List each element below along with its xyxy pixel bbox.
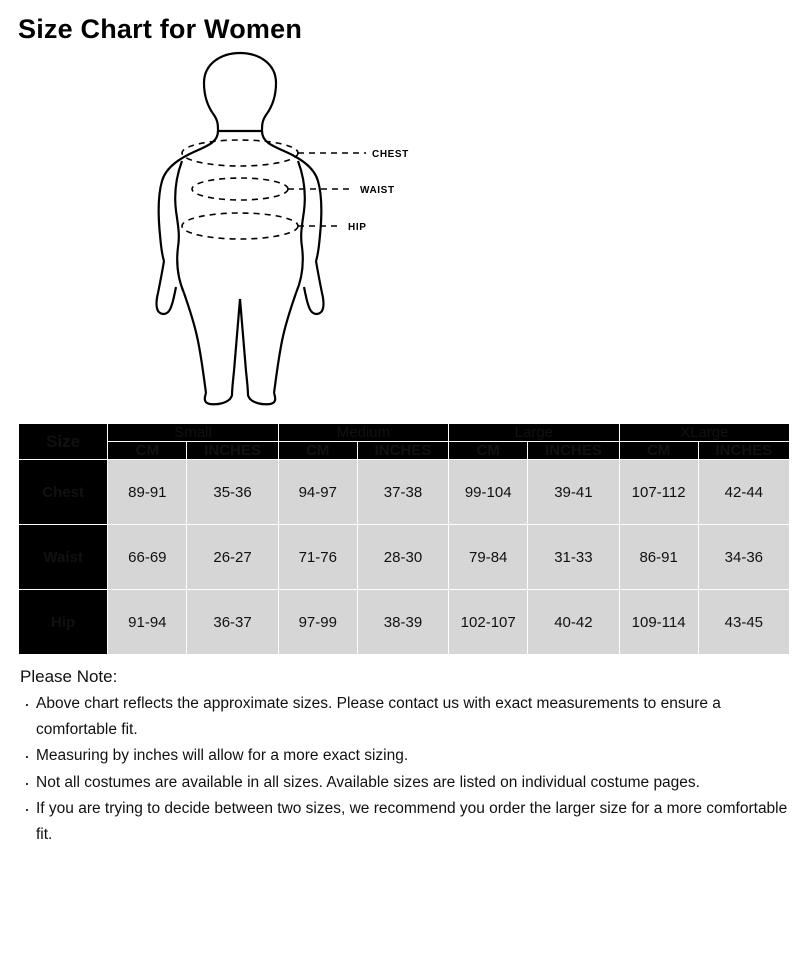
header-group-small: Small xyxy=(108,424,278,442)
cell-chest-medium-cm: 94-97 xyxy=(278,460,357,525)
cell-chest-medium-inches: 37-38 xyxy=(357,460,448,525)
row-label-waist: Waist xyxy=(19,525,108,590)
waist-ellipse xyxy=(192,178,288,200)
cell-waist-small-cm: 66-69 xyxy=(108,525,187,590)
cell-waist-xlarge-inches: 34-36 xyxy=(698,525,789,590)
right-forearm-hand xyxy=(304,261,324,314)
right-outer-leg xyxy=(274,293,296,393)
cell-chest-small-cm: 89-91 xyxy=(108,460,187,525)
cell-hip-xlarge-cm: 109-114 xyxy=(619,590,698,655)
header-unit-xlarge-cm: CM xyxy=(619,442,698,460)
right-shoulder-arm xyxy=(262,131,321,261)
row-label-chest: Chest xyxy=(19,460,108,525)
body-outline-svg xyxy=(144,49,664,409)
header-group-xlarge: XLarge xyxy=(619,424,789,442)
note-item: · Above chart reflects the approximate sizes. Please contact us with exact measurements to ensure a comfortable fit. xyxy=(22,691,790,742)
header-unit-small-cm: CM xyxy=(108,442,187,460)
right-foot xyxy=(248,393,275,404)
cell-waist-medium-inches: 28-30 xyxy=(357,525,448,590)
cell-hip-medium-inches: 38-39 xyxy=(357,590,448,655)
table-header-units xyxy=(19,442,790,460)
left-foot xyxy=(205,393,232,404)
inner-leg-line-left xyxy=(240,299,248,395)
chest-ellipse xyxy=(182,140,298,166)
header-group-large: Large xyxy=(449,424,619,442)
inner-leg-line-right xyxy=(232,299,240,395)
head-shape xyxy=(204,53,276,131)
left-shoulder-arm xyxy=(159,131,218,261)
cell-chest-large-cm: 99-104 xyxy=(449,460,528,525)
body-diagram xyxy=(18,49,790,417)
cell-waist-medium-cm: 71-76 xyxy=(278,525,357,590)
size-chart-page xyxy=(0,14,808,979)
notes-list xyxy=(18,691,790,847)
note-item: · Not all costumes are available in all sizes. Available sizes are listed on individual costume pages. xyxy=(22,770,790,796)
header-unit-large-cm: CM xyxy=(449,442,528,460)
cell-waist-large-inches: 31-33 xyxy=(528,525,619,590)
table-header-groups xyxy=(19,424,790,442)
cell-hip-large-inches: 40-42 xyxy=(528,590,619,655)
notes-heading: Please Note: xyxy=(20,667,118,686)
cell-hip-small-inches: 36-37 xyxy=(187,590,278,655)
waist-label: WAIST xyxy=(360,185,395,196)
hip-ellipse xyxy=(182,213,298,239)
cell-chest-xlarge-inches: 42-44 xyxy=(698,460,789,525)
cell-hip-medium-cm: 97-99 xyxy=(278,590,357,655)
header-unit-small-inches: INCHES xyxy=(187,442,278,460)
cell-chest-xlarge-cm: 107-112 xyxy=(619,460,698,525)
left-forearm-hand xyxy=(157,261,177,314)
left-outer-leg xyxy=(184,293,206,393)
cell-chest-small-inches: 35-36 xyxy=(187,460,278,525)
size-chart-table xyxy=(18,423,790,655)
header-size-corner: Size xyxy=(19,424,108,460)
cell-hip-small-cm: 91-94 xyxy=(108,590,187,655)
cell-hip-large-cm: 102-107 xyxy=(449,590,528,655)
chest-label: CHEST xyxy=(372,149,409,160)
row-label-hip: Hip xyxy=(19,590,108,655)
cell-waist-large-cm: 79-84 xyxy=(449,525,528,590)
header-unit-medium-cm: CM xyxy=(278,442,357,460)
page-title: Size Chart for Women xyxy=(18,14,303,44)
cell-chest-large-inches: 39-41 xyxy=(528,460,619,525)
hip-label: HIP xyxy=(348,222,367,233)
cell-waist-xlarge-cm: 86-91 xyxy=(619,525,698,590)
table-row xyxy=(19,460,790,525)
cell-waist-small-inches: 26-27 xyxy=(187,525,278,590)
header-group-medium: Medium xyxy=(278,424,448,442)
table-row xyxy=(19,590,790,655)
header-unit-large-inches: INCHES xyxy=(528,442,619,460)
header-unit-xlarge-inches: INCHES xyxy=(698,442,789,460)
note-item: · Measuring by inches will allow for a more exact sizing. xyxy=(22,743,790,769)
header-unit-medium-inches: INCHES xyxy=(357,442,448,460)
cell-hip-xlarge-inches: 43-45 xyxy=(698,590,789,655)
table-row xyxy=(19,525,790,590)
note-item: · If you are trying to decide between two sizes, we recommend you order the larger size for a more comfortable fit. xyxy=(22,796,790,847)
